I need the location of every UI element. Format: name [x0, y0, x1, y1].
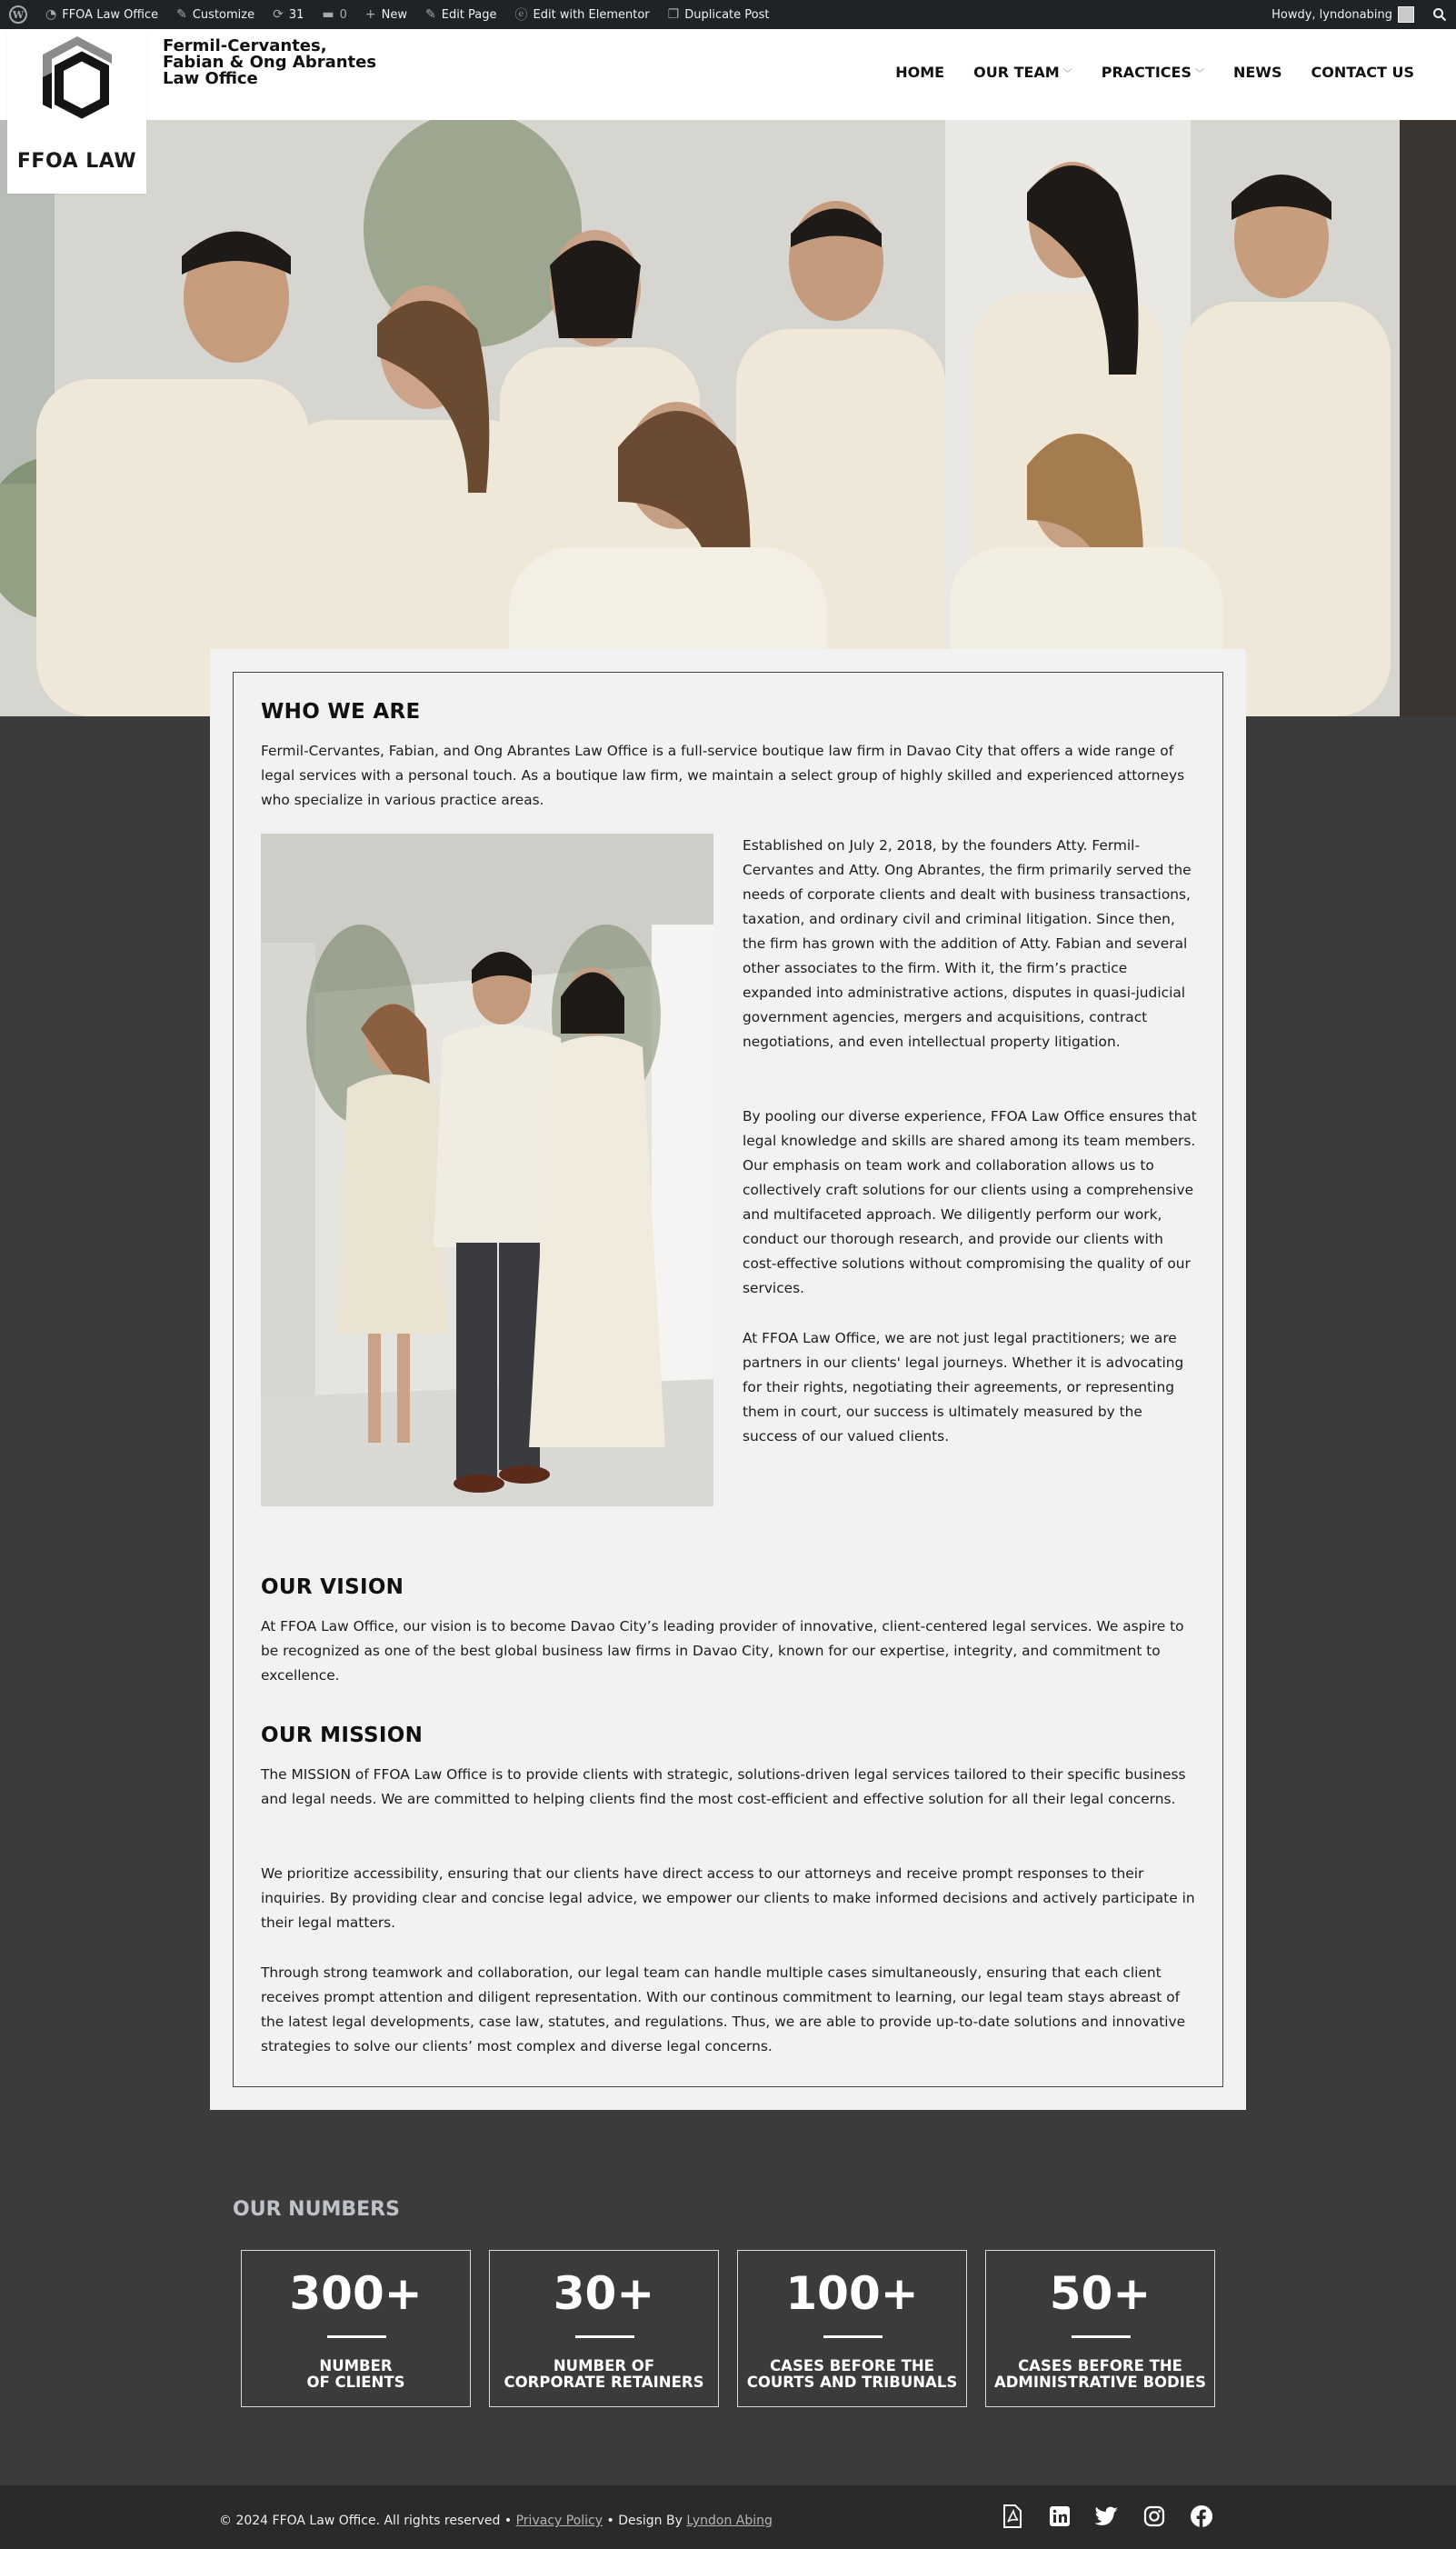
stat-value: 50+	[1049, 2267, 1152, 2320]
who-we-are-heading: WHO WE ARE	[261, 700, 421, 724]
elementor-icon: ⓔ	[514, 8, 528, 23]
hero-team-photo	[0, 120, 1456, 716]
stat-label-line-1: CASES BEFORE THE	[770, 2357, 934, 2374]
stat-label-line-1: NUMBER OF	[553, 2357, 655, 2374]
linkedin-icon	[1049, 2505, 1071, 2527]
founders-photo	[261, 834, 713, 1506]
instagram-link[interactable]	[1142, 2504, 1167, 2529]
pencil-icon: ✎	[425, 7, 436, 22]
nav-our-team[interactable]	[959, 64, 1087, 81]
duplicate-label: Duplicate Post	[684, 7, 770, 22]
new-content-link[interactable]	[356, 0, 416, 29]
linkedin-link[interactable]	[1047, 2504, 1072, 2529]
facebook-link[interactable]	[1189, 2504, 1214, 2529]
stat-label-line-2: ADMINISTRATIVE BODIES	[993, 2374, 1207, 2391]
founders-illustration	[261, 834, 713, 1506]
nav-home[interactable]	[881, 64, 959, 81]
logo-text: FFOA LAW	[16, 150, 137, 173]
main-nav	[881, 64, 1429, 81]
stat-card-retainers	[489, 2250, 719, 2407]
site-header	[0, 29, 1456, 173]
nav-contact-label: CONTACT US	[1311, 64, 1414, 81]
howdy-label: Howdy, lyndonabing	[1272, 7, 1392, 22]
stat-label	[490, 2358, 718, 2391]
pdf-icon	[1002, 2504, 1022, 2528]
customize-label: Customize	[192, 7, 255, 22]
our-mission-heading: OUR MISSION	[261, 1724, 424, 1747]
collaboration-paragraph: By pooling our diverse experience, FFOA Law Office ensures that legal knowledge and skills are shared among its team members. Our emphasis on team work and collaboration allows us to collectively craft solutions for our clients using a comprehensive and multifaceted approach. We diligently perform our work, conduct our thorough research, and provide our clients with cost-effective solutions without compromising the quality of our services.	[743, 1108, 1197, 1296]
instagram-icon	[1143, 2505, 1165, 2527]
site-footer	[0, 2485, 1456, 2549]
history-paragraph: Established on July 2, 2018, by the founders Atty. Fermil-Cervantes and Atty. Ong Abrantes, the firm primarily served the needs of corporate clients and dealt with business transactions, taxation, and ordinary civil and criminal litigation. Since then, the firm has grown with the addition of Atty. Fabian and several other associates to the firm. With it, the firm’s practice expanded into administrative actions, disputes in quasi-judicial government agencies, mergers and acquisitions, contract negotiations, and even intellectual property litigation.	[743, 837, 1192, 1050]
nav-practices[interactable]	[1087, 64, 1219, 81]
comments-link[interactable]	[313, 0, 356, 29]
our-vision-heading: OUR VISION	[261, 1575, 404, 1599]
comments-count: 0	[339, 7, 347, 22]
stat-card-courts	[737, 2250, 967, 2407]
nav-our-team-label: OUR TEAM	[973, 64, 1060, 81]
search-icon	[1432, 7, 1447, 22]
nav-news-label: NEWS	[1232, 64, 1282, 81]
brush-icon: ✎	[176, 7, 187, 22]
nav-news[interactable]	[1219, 64, 1297, 81]
admin-bar	[0, 0, 1456, 29]
copyright-text	[219, 2514, 773, 2528]
duplicate-post-link[interactable]	[659, 0, 779, 29]
svg-text:W: W	[12, 9, 25, 21]
design-by-label: • Design By	[606, 2514, 683, 2528]
about-card	[210, 649, 1246, 2110]
who-intro-text: Fermil-Cervantes, Fabian, and Ong Abrantes Law Office is a full-service boutique law firm in Davao City that offers a wide range of legal services with a personal touch. As a boutique law firm, we maintain a select group of highly skilled and experienced attorneys who specialize in various practice areas.	[261, 743, 1185, 808]
designer-link[interactable]: Lyndon Abing	[686, 2514, 773, 2528]
twitter-link[interactable]	[1094, 2504, 1120, 2529]
site-title-line-1: Fermil-Cervantes,	[163, 36, 327, 55]
stat-label-line-1: CASES BEFORE THE	[1018, 2357, 1182, 2374]
twitter-icon	[1095, 2506, 1119, 2526]
site-name-label: FFOA Law Office	[62, 7, 159, 22]
nav-contact-us[interactable]	[1296, 64, 1429, 81]
avatar	[1398, 6, 1414, 23]
edit-page-label: Edit Page	[441, 7, 497, 22]
chevron-down-icon: ﹀	[1194, 69, 1204, 79]
stat-divider	[823, 2335, 883, 2338]
edit-elementor-link[interactable]	[506, 0, 659, 29]
plus-icon: +	[364, 7, 376, 22]
comment-icon: ▬	[322, 7, 334, 22]
stat-value: 100+	[785, 2267, 919, 2320]
chevron-down-icon: ﹀	[1062, 69, 1072, 79]
mission-paragraph-3: Through strong teamwork and collaboration, our legal team can handle multiple cases simultaneously, ensuring that each client receives prompt attention and diligent representation. With our continous commitment to learning, our legal team stays abreast of the latest legal developments, case law, statutes, and regulations. Thus, we are able to provide up-to-date solutions and innovative strategies to solve our clients’ most complex and diverse legal concerns.	[261, 1964, 1186, 2054]
nav-practices-label: PRACTICES	[1101, 64, 1192, 81]
stat-label-line-1: NUMBER	[319, 2357, 393, 2374]
pdf-link[interactable]	[1000, 2504, 1025, 2529]
stat-divider	[1072, 2335, 1131, 2338]
stat-divider	[327, 2335, 386, 2338]
new-label: New	[381, 7, 407, 22]
site-title-line-2: Fabian & Ong Abrantes	[163, 53, 377, 72]
vision-text: At FFOA Law Office, our vision is to become Davao City’s leading provider of innovative, client-centered legal services. We aspire to be recognized as one of the best global business law firms in Davao City, known for our expertise, integrity, and commitment to excellence.	[261, 1618, 1184, 1684]
wordpress-logo-button[interactable]	[0, 0, 36, 29]
updates-count: 31	[288, 7, 304, 22]
customize-link[interactable]	[167, 0, 264, 29]
admin-search-button[interactable]	[1423, 0, 1456, 29]
site-title-line-3: Law Office	[163, 69, 258, 88]
site-name-link[interactable]	[36, 0, 167, 29]
updates-link[interactable]	[264, 0, 313, 29]
mission-paragraph-2: We prioritize accessibility, ensuring that our clients have direct access to our attorneys and receive prompt responses to their inquiries. By providing clear and concise legal advice, we empower our clients to make informed decisions and actively participate in their legal matters.	[261, 1865, 1195, 1931]
account-menu[interactable]	[1262, 0, 1423, 29]
site-title[interactable]	[163, 38, 381, 87]
ffoa-logo-icon	[32, 36, 123, 132]
stat-card-clients	[241, 2250, 471, 2407]
facebook-icon	[1190, 2504, 1213, 2528]
partners-paragraph: At FFOA Law Office, we are not just legal practitioners; we are partners in our clients' legal journeys. Whether it is advocating for their rights, negotiating their agreements, or representing them in court, our success is ultimately measured by the success of our valued clients.	[743, 1330, 1184, 1444]
our-numbers-heading: OUR NUMBERS	[233, 2198, 400, 2221]
about-card-border	[233, 672, 1223, 2087]
dashboard-icon: ◔	[45, 7, 57, 22]
stat-label	[738, 2358, 966, 2391]
site-logo[interactable]	[7, 29, 146, 194]
stat-value: 30+	[553, 2267, 655, 2320]
social-links	[1000, 2504, 1214, 2529]
stat-label-line-2: OF CLIENTS	[306, 2374, 405, 2391]
stat-value: 300+	[289, 2267, 423, 2320]
duplicate-icon: ❐	[667, 7, 680, 22]
privacy-policy-link[interactable]: Privacy Policy	[515, 2514, 603, 2528]
stat-divider	[575, 2335, 634, 2338]
edit-page-link[interactable]	[416, 0, 506, 29]
stat-card-administrative	[985, 2250, 1215, 2407]
copyright-label: © 2024 FFOA Law Office. All rights reserved •	[219, 2514, 513, 2528]
stat-label	[986, 2358, 1214, 2391]
nav-home-label: HOME	[895, 64, 945, 81]
stat-label-line-2: COURTS AND TRIBUNALS	[746, 2374, 958, 2391]
updates-icon: ⟳	[273, 7, 284, 22]
stat-label-line-2: CORPORATE RETAINERS	[504, 2374, 704, 2391]
hero-illustration	[0, 120, 1456, 716]
wordpress-icon	[9, 5, 27, 24]
elementor-label: Edit with Elementor	[533, 7, 650, 22]
mission-paragraph-1: The MISSION of FFOA Law Office is to provide clients with strategic, solutions-driven legal services tailored to their specific business and legal needs. We are committed to helping clients find the most cost-efficient and effective solution for all their legal concerns.	[261, 1766, 1186, 1807]
stat-label	[242, 2358, 470, 2391]
